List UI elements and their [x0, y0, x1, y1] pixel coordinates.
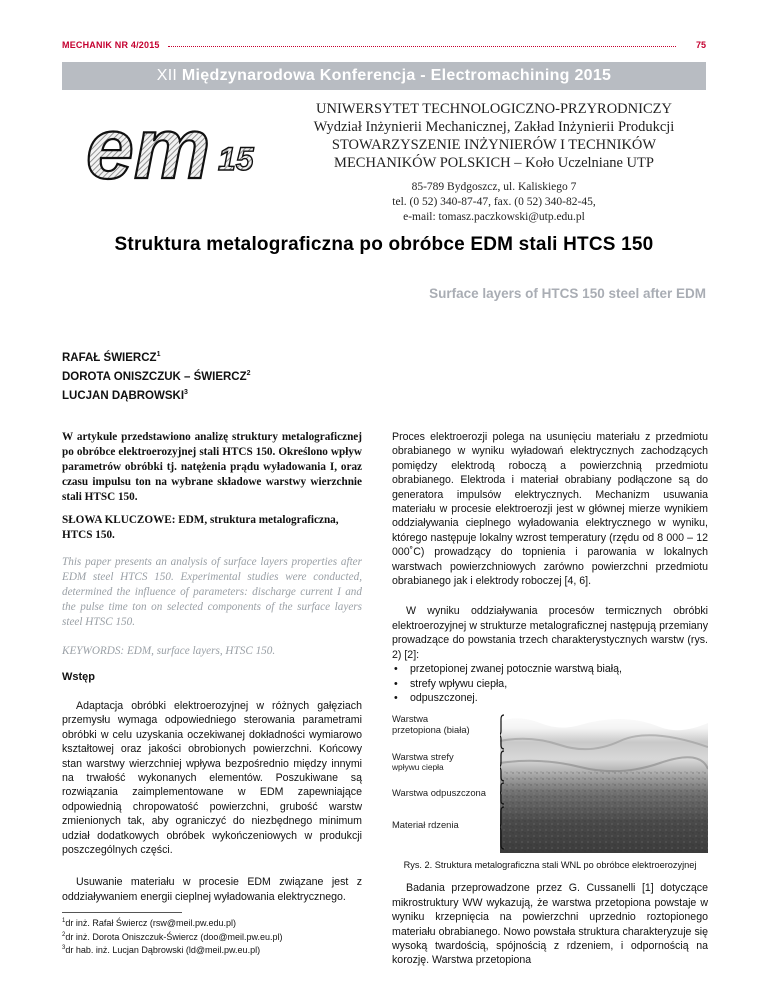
left-column — [62, 430, 362, 957]
uni-line-4: MECHANIKÓW POLSKICH – Koło Uczelniane UTP — [334, 155, 654, 171]
author-2: DOROTA ONISZCZUK – ŚWIERCZ$^2$ — [62, 369, 251, 383]
uni-line-3: STOWARZYSZENIE INŻYNIERÓW I TECHNIKÓW — [331, 137, 657, 153]
intro-paragraph-1: Adaptacja obróbki elektroerozyjnej w różnych gałęziach przemysłu wymaga odpowiedniego sterowania parametrami obróbki w celu uzyskania oczekiwanej dokładności wymiarowo kształtowej oraz jakości obrobionych powierzchni. Końcowy stan warstwy wierzchniej wpływa bezpośrednio między innymi na trwałość wykonanych elementów. Poszukiwane są rozwiązania zaimplementowane w EDM zapewniające odpowiednią chropowatość powierzchni, grubość warstw zmienionych tak, aby ograniczyć do niezbędnego minimum udział dodatkowych obróbek wykończeniowych w produkcji poszczególnych części. — [62, 700, 362, 857]
list-item: • przetopionej zwanej potocznie warstwą białą, — [392, 662, 708, 676]
fig-label-white-layer-a: Warstwa — [392, 713, 429, 725]
university-block — [280, 100, 708, 225]
banner-prefix: XII — [156, 67, 178, 84]
uni-line-2: Wydział Inżynierii Mechanicznej, Zakład Inżynierii Produkcji — [313, 119, 675, 135]
em15-logo — [78, 100, 268, 200]
paper-subtitle-en: Surface layers of HTCS 150 steel after EDM — [429, 286, 706, 301]
body-paragraph-1: Proces elektroerozji polega na usunięciu materiału z przedmiotu obrabianego w wyniku wyładowań elektrycznych zachodzących pomiędzy elektrodą roboczą a powierzchnią przedmiotu obrabianego. Elektroda i materiał obrabiany podłączone są do generatora impulsów elektrycznych. Mechanizm usuwania materiału w procesie elektroerozji jest w głównej mierze wynikiem oddziaływania cieplnego wyładowania elektrycznego w wyniku, którego następuje lokalny wzrost temperatury (rzędu od 8 000 – 12 000˚C) prowadzący do topnienia i parowania w lokalnych warstwach powierzchniowych zarówno powierzchni przedmiotu obrabianego jak i elektrody roboczej [4, 6]. — [392, 431, 708, 588]
uni-line-1: UNIWERSYTET TECHNOLOGICZNO-PRZYRODNICZY — [316, 101, 672, 117]
keywords-pl: SŁOWA KLUCZOWE: EDM, struktura metalograficzna, HTCS 150. — [62, 514, 339, 541]
right-column — [392, 430, 708, 968]
conference-banner — [62, 62, 706, 90]
micrograph-image — [500, 711, 708, 853]
footnote-2: $^2$dr inż. Dorota Oniszczuk-Świercz (doo@meil.pw.eu.pl) — [62, 931, 283, 942]
author-3: LUCJAN DĄBROWSKI$^3$ — [62, 388, 188, 402]
figure-caption: Rys. 2. Struktura metalograficzna stali WNL po obróbce elektroerozyjnej — [403, 860, 697, 871]
uni-email: e-mail: tomasz.paczkowski@utp.edu.pl — [403, 211, 585, 223]
layer-list — [392, 662, 708, 705]
footnote-3: $^3$dr hab. inż. Lucjan Dąbrowski (ld@meil.pw.eu.pl) — [62, 945, 261, 956]
fig-label-core: Materiał rdzenia — [392, 819, 459, 831]
fig-label-tempered: Warstwa odpuszczona — [392, 787, 486, 799]
journal-header: MECHANIK NR 4/2015 — [62, 40, 160, 50]
logo-sub: 15 — [218, 141, 254, 177]
figure-labels — [392, 711, 498, 853]
header-dotted-rule — [168, 46, 676, 47]
uni-address-1: 85-789 Bydgoszcz, ul. Kaliskiego 7 — [411, 181, 577, 193]
logo-text: em — [86, 101, 211, 197]
author-list — [62, 347, 251, 403]
paper-title: Struktura metalograficzna po obróbce EDM stali HTCS 150 — [114, 234, 654, 255]
body-paragraph-3: Badania przeprowadzone przez G. Cussanelli [1] dotyczące mikrostruktury WW wykazują, że warstwa przetopiona powstaje w wyniku krzepnięcia na powierzchni uprzednio roztopionego materiału obrabianego. Nowo powstała struktura charakteryzuje się wysoką twardością, spójnością z rdzeniem, i odpornością na korozję. Warstwa przetopiona — [392, 882, 708, 967]
keywords-en: KEYWORDS: EDM, surface layers, HTSC 150. — [62, 645, 276, 657]
author-1: RAFAŁ ŚWIERCZ$^1$ — [62, 351, 161, 364]
page-number: 75 — [695, 40, 706, 50]
list-item: • strefy wpływu ciepła, — [392, 677, 708, 691]
body-paragraph-2: W wyniku oddziaływania procesów termicznych obróbki elektroerozyjnej w strukturze metalograficznej następują przemiany prowadzące do powstania trzech charakterystycznych warstw (rys. 2) [2]: — [392, 605, 708, 661]
footnote-1: $^1$dr inż. Rafał Świercz (rsw@meil.pw.edu.pl) — [62, 918, 237, 929]
fig-label-haz-a: Warstwa strefy — [392, 751, 454, 763]
abstract-pl: W artykule przedstawiono analizę struktury metalograficznej po obróbce elektroerozyjnej stali HTCS 150. Określono wpływ parametrów obróbki tj. natężenia prądu wyładowania I, oraz czasu impulsu ton na wybrane składowe warstwy wierzchnie stali HTSC 150. — [62, 431, 362, 503]
figure-2 — [392, 711, 708, 853]
uni-address-2: tel. (0 52) 340-87-47, fax. (0 52) 340-82-45, — [392, 196, 596, 208]
list-item: • odpuszczonej. — [392, 691, 708, 705]
intro-paragraph-2: Usuwanie materiału w procesie EDM związane jest z oddziaływaniem energii cieplnej wyładowania elektrycznego. — [62, 876, 362, 903]
abstract-en: This paper presents an analysis of surface layers properties after EDM steel HTCS 150. Experimental studies were conducted, determined the influence of parameters: discharge current I and the pulse time ton on selected components of the surface layers steel HTSC 150. — [62, 556, 362, 628]
footnotes — [62, 916, 362, 957]
banner-text: Międzynarodowa Konferencja - Electromachining 2015 — [177, 67, 612, 84]
section-heading-intro: Wstęp — [62, 671, 95, 683]
footnote-rule — [62, 912, 182, 913]
fig-label-haz-b: wpływu ciepła — [392, 762, 444, 773]
fig-label-white-layer-b: przetopiona (biała) — [392, 724, 470, 736]
